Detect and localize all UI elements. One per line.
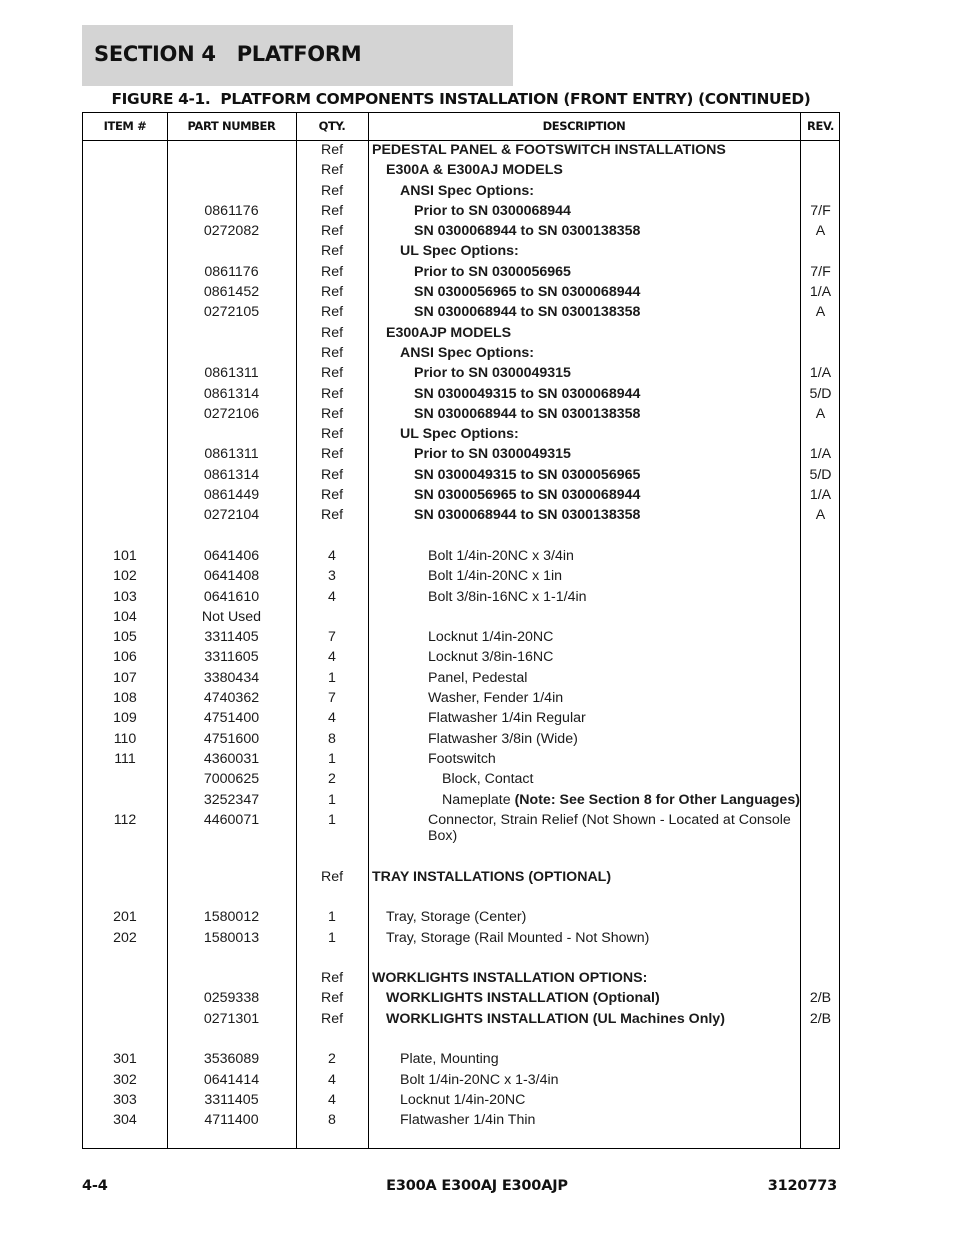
item-number-cell: 107 [113,669,137,686]
part-number-cell: 1580013 [203,929,260,946]
description-cell [368,183,832,200]
description-cell [368,304,846,321]
part-number-cell: 0861311 [204,365,259,382]
section-title: SECTION 4 PLATFORM [94,42,362,66]
part-number-cell: 3311605 [204,649,259,666]
item-number-cell: 109 [113,710,137,727]
description-cell [368,386,846,403]
quantity-cell: 4 [328,649,336,666]
table-row [83,749,839,769]
description-cell [368,1011,818,1028]
item-number-cell: 301 [113,1051,137,1068]
item-number-cell: 104 [113,608,137,625]
quantity-cell: Ref [320,507,344,524]
part-number-cell: Not Used [201,608,262,625]
description-text: Block, Contact [442,771,534,788]
table-row [83,424,839,444]
description-text: Locknut 1/4in-20NC [400,1091,526,1108]
part-number-cell: 4360031 [203,750,260,767]
footer-models: E300A E300AJ E300AJP [386,1178,568,1194]
quantity-cell: 4 [328,547,336,564]
table-row [83,968,839,988]
revision-cell: 5/D [809,385,832,402]
table-row [83,282,839,302]
quantity-cell: 2 [328,771,336,788]
description-cell [368,990,818,1007]
description-cell [368,325,818,342]
table-row [83,1110,839,1130]
description-cell [368,264,846,281]
column-header-rev: REV. [807,119,834,133]
revision-cell: 7/F [810,263,831,280]
part-number-cell: 0272104 [203,507,260,524]
description-cell [368,1112,832,1129]
part-number-cell: 4740362 [203,690,260,707]
quantity-cell: 4 [328,710,336,727]
item-number-cell: 105 [113,629,137,646]
revision-cell: 1/A [809,487,832,504]
quantity-cell: 7 [328,629,336,646]
table-row [83,485,839,505]
quantity-cell: Ref [320,202,344,219]
quantity-cell: Ref [320,487,344,504]
table-row [83,688,839,708]
description-text: SN 0300056965 to SN 0300068944 [414,487,641,504]
column-header-part-number: PART NUMBER [187,119,276,133]
description-text: SN 0300056965 to SN 0300068944 [414,284,641,301]
item-number-cell: 302 [113,1071,137,1088]
description-cell [368,284,846,301]
table-row [83,363,839,383]
quantity-cell: 4 [328,1071,336,1088]
table-row [83,302,839,322]
part-number-cell: 0259338 [203,990,260,1007]
table-row [83,647,839,667]
table-row [83,627,839,647]
description-cell [368,548,796,565]
description-cell [368,426,832,443]
part-number-cell: 0272082 [203,223,260,240]
description-text: Washer, Fender 1/4in [428,690,564,707]
quantity-cell: Ref [320,223,344,240]
table-row [83,988,839,1008]
table-row [83,343,839,363]
table-row [83,241,839,261]
part-number-cell: 3252347 [203,791,260,808]
item-number-cell: 108 [113,690,137,707]
description-text: WORKLIGHTS INSTALLATION OPTIONS: [372,970,648,987]
description-cell [368,487,846,504]
revision-cell: 1/A [809,365,832,382]
quantity-cell: Ref [320,142,344,158]
description-text: SN 0300068944 to SN 0300138358 [414,405,641,422]
description-text: Bolt 1/4in-20NC x 1in [428,568,563,585]
description-note: (Note: See Section 8 for Other Languages) [514,791,800,808]
column-header-description: DESCRIPTION [542,119,626,133]
table-spacer-row [83,1029,839,1049]
description-text: Flatwasher 3/8in (Wide) [428,730,578,747]
table-row [83,160,839,180]
quantity-cell: 1 [328,750,336,767]
description-text: SN 0300068944 to SN 0300138358 [414,223,641,240]
description-text: Prior to SN 0300056965 [414,263,571,280]
table-spacer-row [83,887,839,907]
table-row [83,181,839,201]
description-text: Nameplate [442,791,515,808]
page-number: 4-4 [82,1178,108,1194]
description-text: WORKLIGHTS INSTALLATION (UL Machines Only) [386,1010,725,1027]
description-text: Locknut 3/8in-16NC [428,649,554,666]
description-cell [368,162,818,179]
item-number-cell: 303 [113,1091,137,1108]
quantity-cell: Ref [320,284,344,301]
description-cell [368,751,796,768]
item-number-cell: 106 [113,649,137,666]
revision-cell: 1/A [809,284,832,301]
table-row [83,444,839,464]
quantity-cell: 1 [328,929,336,946]
description-cell [368,568,796,585]
table-row [83,729,839,749]
quantity-cell: 8 [328,1112,336,1129]
description-cell [368,365,846,382]
description-cell [368,909,818,926]
footer-doc-number: 3120773 [767,1178,837,1194]
table-row [83,566,839,586]
revision-cell: 1/A [809,446,832,463]
description-cell [368,1051,832,1068]
item-number-cell: 202 [113,929,137,946]
revision-cell: 5/D [809,466,832,483]
description-text: ANSI Spec Options: [400,344,535,361]
description-cell [368,869,804,886]
quantity-cell: Ref [320,990,344,1007]
quantity-cell: 3 [328,568,336,585]
part-number-cell: 0861314 [203,385,260,402]
quantity-cell: Ref [320,868,344,885]
description-text: Flatwasher 1/4in Regular [428,710,586,727]
description-cell [368,731,796,748]
table-row [83,1049,839,1069]
part-number-cell: 0861452 [203,284,260,301]
quantity-cell: 7 [328,690,336,707]
table-row [83,1090,839,1110]
revision-cell: A [815,223,826,240]
part-number-cell: 0861176 [204,263,259,280]
part-number-cell: 4460071 [203,811,260,828]
revision-cell: A [815,507,826,524]
quantity-cell: 1 [328,811,336,828]
description-text: WORKLIGHTS INSTALLATION (Optional) [386,990,660,1007]
table-row [83,867,839,887]
table-row [83,1070,839,1090]
description-cell [368,629,796,646]
part-number-cell: 4751400 [203,710,260,727]
description-cell [368,649,796,666]
part-number-cell: 0272106 [203,405,260,422]
table-row [83,262,839,282]
quantity-cell: Ref [320,1010,344,1027]
part-number-cell: 3311405 [204,629,259,646]
table-row [83,465,839,485]
table-row [83,907,839,927]
quantity-cell: 8 [328,730,336,747]
part-number-cell: 0641414 [203,1071,260,1088]
part-number-cell: 7000625 [203,771,260,788]
table-row [83,201,839,221]
description-text: E300AJP MODELS [386,324,512,341]
description-text: Prior to SN 0300049315 [414,365,571,382]
quantity-cell: Ref [320,304,344,321]
description-text: Prior to SN 0300068944 [414,202,571,219]
description-text: SN 0300049315 to SN 0300068944 [414,385,641,402]
description-cell [368,142,804,159]
description-cell [368,467,846,484]
item-number-cell: 304 [113,1112,137,1129]
figure-title: FIGURE 4-1. PLATFORM COMPONENTS INSTALLATION (FRONT ENTRY) (CONTINUED) [111,90,811,108]
description-text: Tray, Storage (Rail Mounted - Not Shown) [386,929,650,946]
table-spacer-row [83,526,839,546]
revision-cell: A [815,304,826,321]
part-number-cell: 0641406 [203,547,260,564]
item-number-cell: 101 [113,547,137,564]
part-number-cell: 0861314 [203,466,260,483]
description-cell [368,203,846,220]
description-cell [368,1092,832,1109]
description-text: Locknut 1/4in-20NC [428,629,554,646]
part-number-cell: 0861176 [204,202,259,219]
part-number-cell: 1580012 [203,909,260,926]
description-cell [368,970,804,987]
description-text: Bolt 3/8in-16NC x 1-1/4in [428,588,587,605]
table-row [83,404,839,424]
column-header-qty: QTY. [318,119,346,133]
description-text: Tray, Storage (Center) [386,909,527,926]
description-text: Panel, Pedestal [428,669,528,686]
description-text: UL Spec Options: [400,243,519,260]
table-row [83,1009,839,1029]
table-row [83,505,839,525]
part-number-cell: 3380434 [203,669,260,686]
description-cell [368,670,796,687]
quantity-cell: Ref [320,426,344,443]
table-row [83,708,839,728]
quantity-cell: Ref [320,182,344,199]
table-row [83,810,839,847]
description-cell [368,243,832,260]
quantity-cell: Ref [320,162,344,179]
description-text: E300A & E300AJ MODELS [386,162,563,179]
part-number-cell: 0641610 [203,588,260,605]
quantity-cell: Ref [320,970,344,987]
table-row [83,607,839,627]
part-number-cell: 3536089 [203,1051,260,1068]
table-spacer-row [83,846,839,866]
description-cell [368,223,846,240]
quantity-cell: Ref [320,365,344,382]
revision-cell: A [815,405,826,422]
quantity-cell: 1 [328,909,336,926]
description-text: SN 0300068944 to SN 0300138358 [414,304,641,321]
table-row [83,323,839,343]
quantity-cell: 1 [328,791,336,808]
description-text: ANSI Spec Options: [400,182,535,199]
table-row [83,221,839,241]
table-row [83,790,839,810]
quantity-cell: 2 [328,1051,336,1068]
description-cell [368,710,796,727]
quantity-cell: Ref [320,243,344,260]
description-text: Footswitch [428,750,496,767]
table-row [83,928,839,948]
quantity-cell: Ref [320,466,344,483]
quantity-cell: 1 [328,669,336,686]
description-cell [368,812,796,845]
description-cell [368,690,796,707]
table-row [83,140,839,160]
table-spacer-row [83,948,839,968]
quantity-cell: 4 [328,588,336,605]
part-number-cell: 0861311 [204,446,259,463]
quantity-cell: 4 [328,1091,336,1108]
part-number-cell: 0271301 [203,1010,260,1027]
revision-cell: 2/B [809,1010,832,1027]
part-number-cell: 4711400 [204,1112,259,1129]
description-text: UL Spec Options: [400,426,519,443]
description-text: Plate, Mounting [400,1051,499,1068]
quantity-cell: Ref [320,344,344,361]
description-cell [368,406,846,423]
item-number-cell: 102 [113,568,137,585]
table-row [83,587,839,607]
description-text: PEDESTAL PANEL & FOOTSWITCH INSTALLATIONS [372,142,726,158]
table-row [83,769,839,789]
quantity-cell: Ref [320,446,344,463]
description-cell [368,507,846,524]
item-number-cell: 103 [113,588,137,605]
quantity-cell: Ref [320,405,344,422]
part-number-cell: 3311405 [204,1091,259,1108]
quantity-cell: Ref [320,263,344,280]
part-number-cell: 4751600 [203,730,260,747]
quantity-cell: Ref [320,324,344,341]
description-cell [368,345,832,362]
section-banner [82,25,513,86]
description-text: SN 0300068944 to SN 0300138358 [414,507,641,524]
description-text: TRAY INSTALLATIONS (OPTIONAL) [372,868,612,885]
description-text: Bolt 1/4in-20NC x 3/4in [428,547,574,564]
revision-cell: 2/B [809,990,832,1007]
description-text: Flatwasher 1/4in Thin [400,1112,536,1129]
part-number-cell: 0861449 [203,487,260,504]
table-row [83,668,839,688]
item-number-cell: 111 [114,750,136,767]
part-number-cell: 0641408 [203,568,260,585]
table-body [83,140,839,1131]
quantity-cell: Ref [320,385,344,402]
item-number-cell: 110 [113,730,137,747]
table-row [83,384,839,404]
description-cell [368,930,818,947]
table-row [83,546,839,566]
description-cell [368,792,874,809]
description-text: SN 0300049315 to SN 0300056965 [414,466,641,483]
part-number-cell: 0272105 [203,304,260,321]
revision-cell: 7/F [810,202,831,219]
parts-table [82,112,840,1149]
description-cell [368,1072,832,1089]
item-number-cell: 112 [113,811,137,828]
description-cell [368,446,846,463]
description-cell [368,771,874,788]
item-number-cell: 201 [113,909,137,926]
description-text: Prior to SN 0300049315 [414,446,571,463]
description-text: Bolt 1/4in-20NC x 1-3/4in [400,1071,559,1088]
description-cell [368,589,796,606]
column-header-item: ITEM # [103,119,147,133]
description-text: Connector, Strain Relief (Not Shown - Located at Console Box) [428,811,791,845]
